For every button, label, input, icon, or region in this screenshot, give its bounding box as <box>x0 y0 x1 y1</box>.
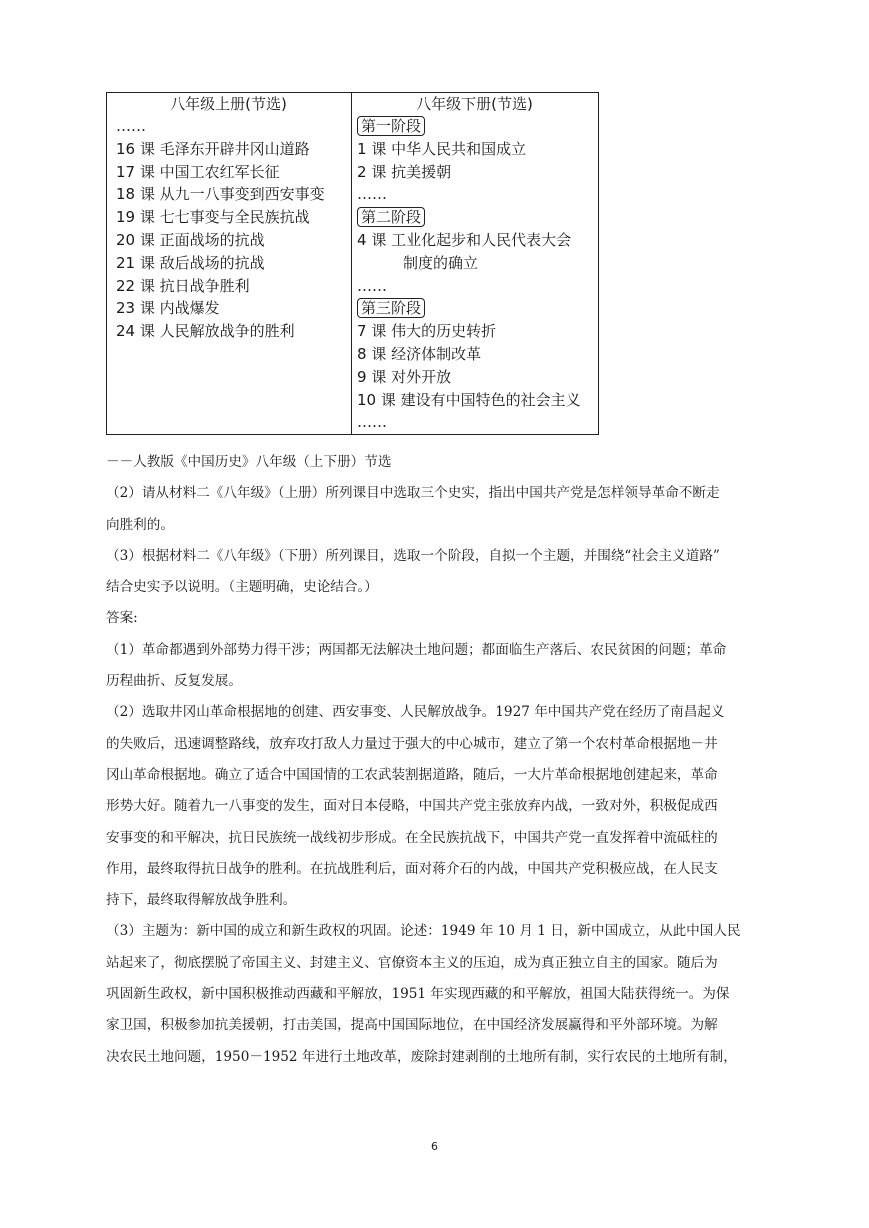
lesson-row: 18 课 从九一八事变到西安事变 <box>116 185 325 204</box>
stage-3-label: 第三阶段 <box>357 298 425 318</box>
grade8-vol1-column <box>107 93 352 434</box>
answer-2-line: 持下，最终取得解放战争胜利。 <box>106 892 297 909</box>
document-body <box>106 447 808 1073</box>
answer-3-line: 巩固新生政权，新中国积极推动西藏和平解放，1951 年实现西藏的和平解放，祖国大陆获得统一。为保 <box>106 986 730 1003</box>
lesson-row: 2 课 抗美援朝 <box>357 162 452 181</box>
lesson-row: 10 课 建设有中国特色的社会主义 <box>357 390 581 409</box>
lesson-row: 21 课 敌后战场的抗战 <box>116 253 265 272</box>
grade8-vol1-header: 八年级上册(节选) <box>170 95 287 113</box>
answer-2-line: 安事变的和平解决，抗日民族统一战线初步形成。在全民族抗战下，中国共产党一直发挥着中流砥柱的 <box>106 829 718 846</box>
answer-2-line: 作用，最终取得抗日战争的胜利。在抗战胜利后，面对蒋介石的内战，中国共产党积极应战，在人民支 <box>106 860 718 877</box>
lesson-row: 7 课 伟大的历史转折 <box>357 322 497 341</box>
lesson-row: 23 课 内战爆发 <box>116 299 220 318</box>
lesson-row-continuation: 制度的确立 <box>403 253 479 272</box>
lesson-row: 16 课 毛泽东开辟井冈山道路 <box>116 139 310 158</box>
answer-label: 答案: <box>106 610 138 627</box>
source-line: －－人教版《中国历史》八年级（上下册）节选 <box>106 454 392 470</box>
answer-1-line: 历程曲折、反复发展。 <box>106 673 242 690</box>
question-2-line: 向胜利的。 <box>106 516 174 533</box>
lesson-row: 20 课 正面战场的抗战 <box>116 230 265 249</box>
answer-2-line: 冈山革命根据地。确立了适合中国国情的工农武装割据道路，随后，一大片革命根据地创建起来，革命 <box>106 766 718 783</box>
lesson-row: 9 课 对外开放 <box>357 367 452 386</box>
lesson-row: 4 课 工业化起步和人民代表大会 <box>357 230 572 249</box>
lesson-row: …… <box>357 413 388 432</box>
answer-3-line: 家卫国，积极参加抗美援朝，打击美国，提高中国国际地位，在中国经济发展赢得和平外部环境。为解 <box>106 1017 718 1034</box>
question-2-line: （2）请从材料二《八年级》（上册）所列课目中选取三个史实，指出中国共产党是怎样领导革命不断走 <box>106 485 720 502</box>
lesson-row: …… <box>357 185 388 204</box>
lesson-row: 24 课 人民解放战争的胜利 <box>116 322 295 341</box>
stage-row <box>357 115 598 138</box>
answer-2-line: （2）选取井冈山革命根据地的创建、西安事变、人民解放战争。1927 年中国共产党在经历了南昌起义 <box>106 704 725 721</box>
stage-2-label: 第二阶段 <box>357 207 425 227</box>
answer-1-line: （1）革命都遇到外部势力得干涉；两国都无法解决土地问题；都面临生产落后、农民贫困的问题；革命 <box>106 641 727 658</box>
lesson-row: 19 课 七七事变与全民族抗战 <box>116 208 310 227</box>
stage-row <box>357 297 598 320</box>
answer-3-line: 站起来了，彻底摆脱了帝国主义、封建主义、官僚资本主义的压迫，成为真正独立自主的国家。随后为 <box>106 954 718 971</box>
lesson-row: 1 课 中华人民共和国成立 <box>357 139 527 158</box>
grade8-vol2-column <box>352 93 598 434</box>
lesson-row: …… <box>357 276 388 295</box>
stage-1-label: 第一阶段 <box>357 116 425 136</box>
lesson-row: 8 课 经济体制改革 <box>357 344 482 363</box>
stage-row <box>357 206 598 229</box>
grade8-vol2-header: 八年级下册(节选) <box>416 95 533 113</box>
page-number: 6 <box>431 1140 438 1153</box>
lesson-row: 17 课 中国工农红军长征 <box>116 162 280 181</box>
answer-3-line: 决农民土地问题，1950－1952 年进行土地改革，废除封建剥削的土地所有制，实行农民的土地所有制， <box>106 1048 737 1065</box>
question-3-line: （3）根据材料二《八年级》（下册）所列课目，选取一个阶段，自拟一个主题，并围绕“社会主义道路” <box>106 547 720 564</box>
answer-3-line: （3）主题为：新中国的成立和新生政权的巩固。论述：1949 年 10 月 1 日，新中国成立，从此中国人民 <box>106 923 741 940</box>
answer-2-line: 形势大好。随着九一八事变的发生，面对日本侵略，中国共产党主张放弃内战，一致对外，积极促成西 <box>106 798 718 815</box>
question-3-line: 结合史实予以说明。（主题明确，史论结合。） <box>106 579 378 596</box>
lesson-row: 22 课 抗日战争胜利 <box>116 276 250 295</box>
lesson-row: …… <box>116 117 146 135</box>
lesson-table <box>106 92 599 435</box>
answer-2-line: 的失败后，迅速调整路线，放弃攻打敌人力量过于强大的中心城市，建立了第一个农村革命根据地－井 <box>106 735 718 752</box>
